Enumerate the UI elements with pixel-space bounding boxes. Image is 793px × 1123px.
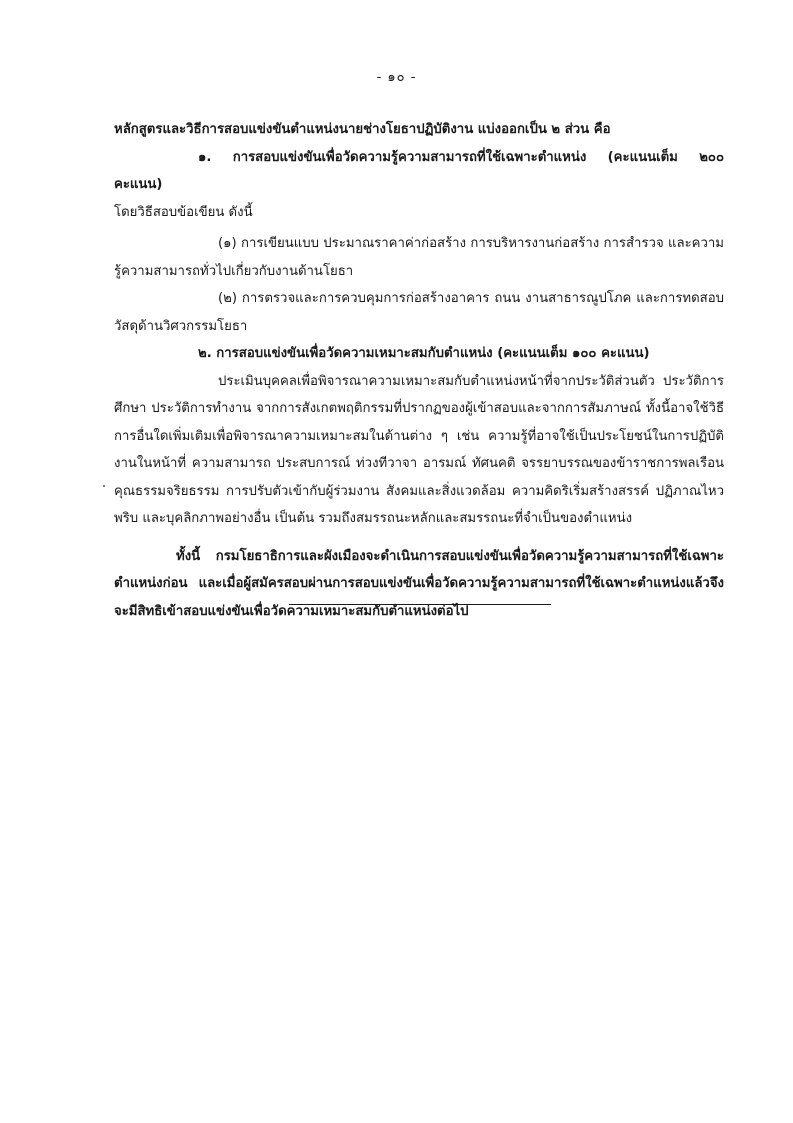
part2-body: ประเมินบุคคลเพื่อพิจารณาความเหมาะสมกับตำแหน่งหน้าที่จากประวัติส่วนตัว ประวัติการศึกษา ประวัติการทำงาน จากการสังเกตพฤติกรรมที่ปรากฏของผู้เข้าสอบและจากการสัมภาษณ์ ทั้งนี้อาจใช้วิธีการอื่นใดเพิ่มเติมเพื่อพิจารณาความเหมาะสมในด้านต่าง ๆ เช่น ความรู้ที่อาจใช้เป็นประโยชน์ในการปฏิบัติงานในหน้าที่ ความสามารถ ประสบการณ์ ท่วงทีวาจา อารมณ์ ทัศนคติ จรรยาบรรณของข้าราชการพลเรือน คุณธรรมจริยธรรม การปรับตัวเข้ากับผู้ร่วมงาน สังคมและสิ่งแวดล้อม ความคิดริเริ่มสร้างสรรค์ ปฏิภาณไหวพริบ และบุคลิกภาพอย่างอื่น เป็นต้น รวมถึงสมรรถนะหลักและสมรรถนะที่จำเป็นของตำแหน่ง [114, 373, 724, 526]
document-body [114, 116, 724, 625]
scan-artifact-dot [103, 485, 105, 487]
part1-heading: ๑. การสอบแข่งขันเพื่อวัดความรู้ความสามารถที่ใช้เฉพาะตำแหน่ง (คะแนนเต็ม ๒๐๐ คะแนน) [114, 149, 724, 192]
part2-heading: ๒. การสอบแข่งขันเพื่อวัดความเหมาะสมกับตำแหน่ง (คะแนนเต็ม ๑๐๐ คะแนน) [198, 346, 650, 361]
part1-method: โดยวิธีสอบข้อเขียน ดังนี้ [114, 204, 253, 220]
closing-paragraph: ทั้งนี้ กรมโยธาธิการและผังเมืองจะดำเนินการสอบแข่งขันเพื่อวัดความรู้ความสามารถที่ใช้เฉพาะตำแหน่งก่อน และเมื่อผู้สมัครสอบผ่านการสอบแข่งขันเพื่อวัดความรู้ความสามารถที่ใช้เฉพาะตำแหน่งแล้วจึงจะมีสิทธิเข้าสอบแข่งขันเพื่อวัดความเหมาะสมกับตำแหน่งต่อไป [114, 548, 724, 619]
part1-item-1: (๑) การเขียนแบบ ประมาณราคาค่าก่อสร้าง การบริหารงานก่อสร้าง การสำรวจ และความรู้ความสามารถทั่วไปเกี่ยวกับงานด้านโยธา [114, 236, 724, 279]
section-divider-line [289, 604, 551, 605]
part1-item-2: (๒) การตรวจและการควบคุมการก่อสร้างอาคาร ถนน งานสาธารณูปโภค และการทดสอบวัสดุด้านวิศวกรรมโยธา [114, 291, 724, 334]
page-number: - ๑๐ - [376, 70, 417, 85]
main-heading: หลักสูตรและวิธีการสอบแข่งขันตำแหน่งนายช่างโยธาปฏิบัติงาน แบ่งออกเป็น ๒ ส่วน คือ [114, 122, 611, 137]
